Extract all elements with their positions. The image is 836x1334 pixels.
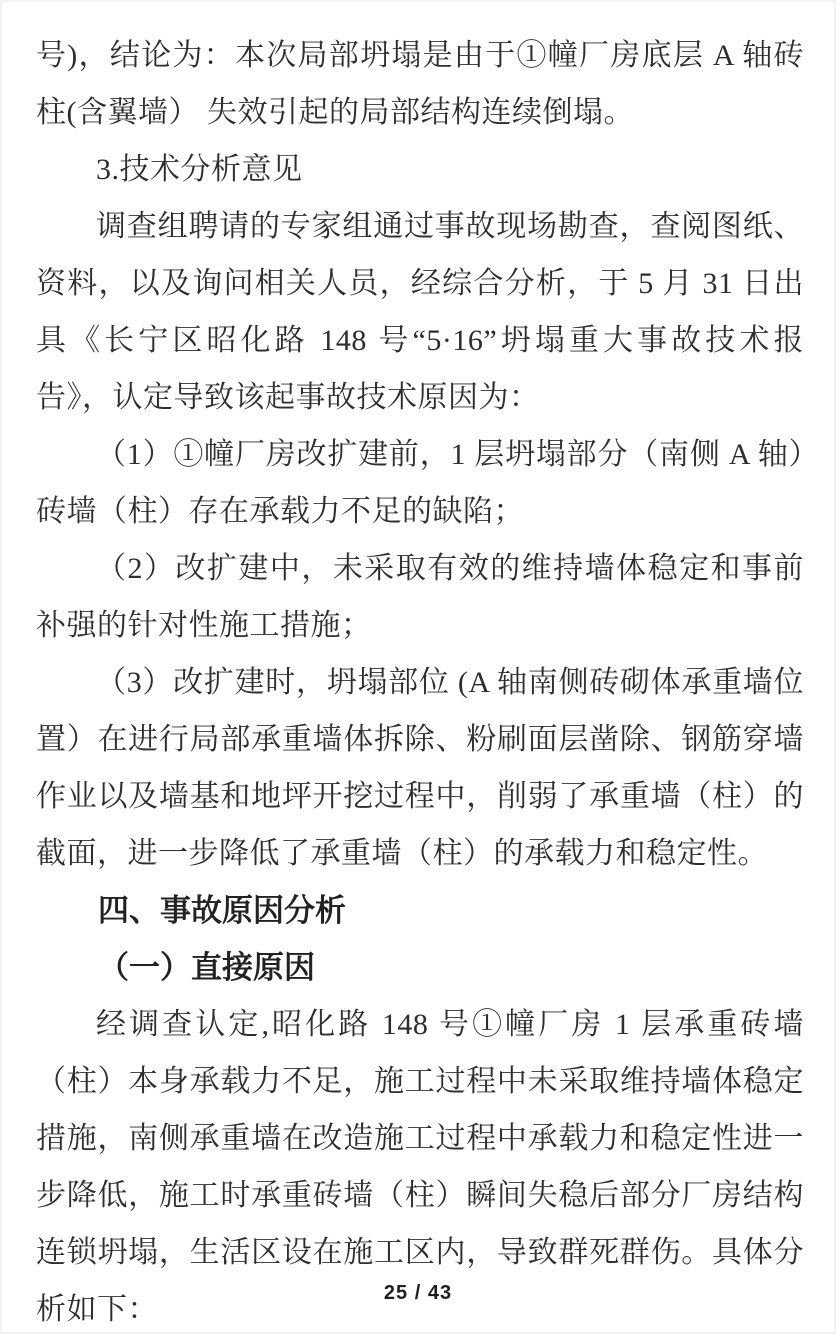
subsection-heading-direct-cause: （一）直接原因 [98,950,315,985]
paragraph-conclusion-continuation: 号)，结论为：本次局部坍塌是由于①幢厂房底层 A 轴砖柱(含翼墙） 失效引起的局部结构连续倒塌。 [36,39,804,129]
paragraph-cause-item-3: （3）改扩建时，坍塌部位 (A 轴南侧砖砌体承重墙位置）在进行局部承重墙体拆除、粉刷面层凿除、钢筋穿墙作业以及墙基和地坪开挖过程中，削弱了承重墙（柱）的截面，进一步降低了承重墙（柱）的承载力和稳定性。 [36,666,804,870]
paragraph-cause-item-1: （1）①幢厂房改扩建前，1 层坍塌部分（南侧 A 轴）砖墙（柱）存在承载力不足的缺陷； [36,438,804,528]
page-number-indicator: 25 / 43 [383,1282,453,1304]
paragraph-expert-group: 调查组聘请的专家组通过事故现场勘查，查阅图纸、资料，以及询问相关人员，经综合分析，于 5 月 31 日出具《长宁区昭化路 148 号“5·16”坍塌重大事故技术报告》，认定导致该起事故技术原因为： [36,210,804,414]
list-heading-technical-analysis: 3.技术分析意见 [96,153,303,186]
section-heading-accident-cause-analysis: 四、事故原因分析 [98,893,346,928]
paragraph-cause-item-2: （2）改扩建中，未采取有效的维持墙体稳定和事前补强的针对性施工措施； [36,552,804,642]
paragraph-direct-cause-detail: 经调查认定,昭化路 148 号①幢厂房 1 层承重砖墙（柱）本身承载力不足，施工过程中未采取维持墙体稳定措施，南侧承重墙在改造施工过程中承载力和稳定性进一步降低，施工时承重砖墙（柱）瞬间失稳后部分厂房结构连锁坍塌，生活区设在施工区内，导致群死群伤。具体分析如下： [36,1008,804,1326]
